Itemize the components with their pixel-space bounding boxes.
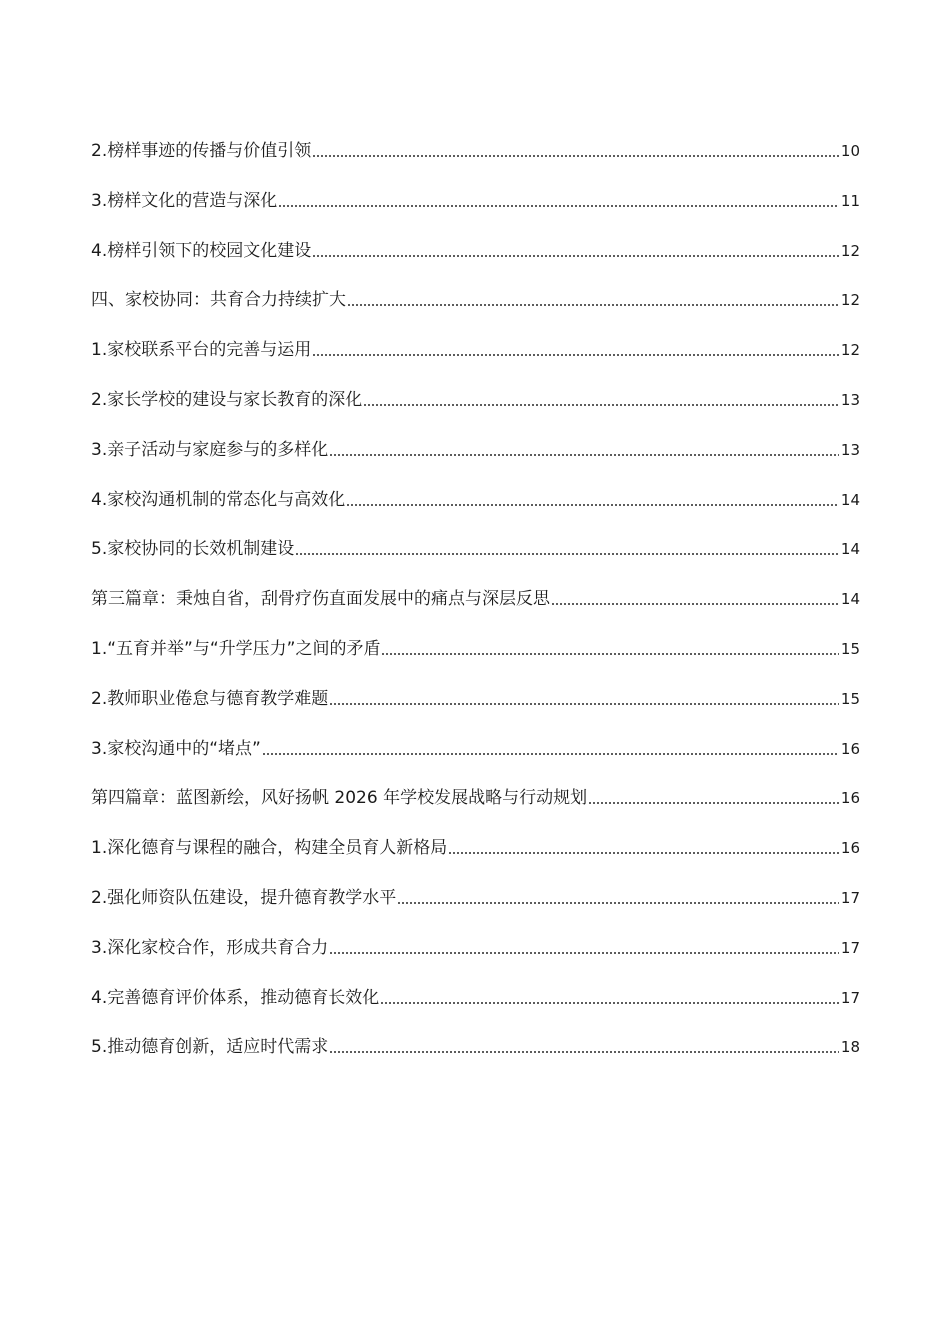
toc-entry-page: 17 [840, 938, 860, 957]
toc-leader-dots [329, 1051, 839, 1053]
toc-entry-page: 17 [840, 888, 860, 907]
toc-entry[interactable] [91, 1011, 860, 1061]
table-of-contents [91, 138, 860, 1060]
toc-entry-title: 3.家校沟通中的“堵点” [91, 738, 261, 759]
toc-entry[interactable] [91, 513, 860, 563]
toc-leader-dots [312, 354, 839, 356]
toc-entry[interactable] [91, 138, 860, 164]
toc-entry-page: 17 [840, 988, 860, 1007]
toc-entry[interactable] [91, 662, 860, 712]
toc-entry[interactable] [91, 861, 860, 911]
toc-leader-dots [448, 852, 839, 854]
toc-entry-page: 16 [840, 739, 860, 758]
toc-entry-title: 4.榜样引领下的校园文化建设 [91, 240, 312, 261]
toc-entry-title: 3.深化家校合作，形成共育合力 [91, 937, 329, 958]
toc-entry-page: 14 [840, 590, 860, 609]
toc-entry[interactable] [91, 264, 860, 314]
toc-leader-dots [346, 504, 839, 506]
toc-entry-page: 14 [840, 490, 860, 509]
toc-leader-dots [329, 703, 839, 705]
toc-entry[interactable] [91, 363, 860, 413]
toc-entry-title: 1.深化德育与课程的融合，构建全员育人新格局 [91, 838, 448, 859]
toc-entry-title: 1.家校联系平台的完善与运用 [91, 340, 312, 361]
toc-entry[interactable] [91, 612, 860, 662]
toc-entry-page: 12 [840, 241, 860, 260]
toc-entry[interactable] [91, 164, 860, 214]
toc-entry-title: 四、家校协同：共育合力持续扩大 [91, 290, 346, 311]
toc-leader-dots [278, 205, 839, 207]
toc-entry-title: 第三篇章：秉烛自省，刮骨疗伤直面发展中的痛点与深层反思 [91, 589, 550, 610]
toc-entry-title: 3.亲子活动与家庭参与的多样化 [91, 439, 329, 460]
toc-entry[interactable] [91, 463, 860, 513]
toc-entry[interactable] [91, 911, 860, 961]
toc-leader-dots [588, 802, 839, 804]
toc-entry-page: 14 [840, 540, 860, 559]
toc-entry[interactable] [91, 811, 860, 861]
toc-entry-page: 11 [840, 191, 860, 210]
toc-entry-page: 13 [840, 390, 860, 409]
toc-leader-dots [397, 902, 839, 904]
toc-entry-title: 2.家长学校的建设与家长教育的深化 [91, 389, 363, 410]
toc-entry[interactable] [91, 313, 860, 363]
toc-entry-page: 15 [840, 639, 860, 658]
toc-leader-dots [380, 1002, 839, 1004]
toc-entry-page: 18 [840, 1038, 860, 1057]
toc-leader-dots [312, 255, 839, 257]
toc-entry-title: 5.推动德育创新，适应时代需求 [91, 1037, 329, 1058]
toc-entry-page: 15 [840, 689, 860, 708]
toc-leader-dots [295, 553, 839, 555]
toc-leader-dots [312, 155, 839, 157]
toc-leader-dots [329, 952, 839, 954]
toc-entry-title: 4.家校沟通机制的常态化与高效化 [91, 489, 346, 510]
toc-leader-dots [347, 304, 839, 306]
toc-entry[interactable] [91, 961, 860, 1011]
toc-leader-dots [262, 753, 839, 755]
toc-entry-title: 第四篇章：蓝图新绘，风好扬帆 2026 年学校发展战略与行动规划 [91, 788, 588, 809]
toc-entry-page: 13 [840, 440, 860, 459]
toc-entry[interactable] [91, 762, 860, 812]
toc-entry-title: 2.榜样事迹的传播与价值引领 [91, 141, 312, 161]
toc-leader-dots [381, 653, 838, 655]
toc-leader-dots [329, 454, 839, 456]
toc-entry-page: 12 [840, 291, 860, 310]
toc-entry-title: 2.强化师资队伍建设，提升德育教学水平 [91, 887, 397, 908]
toc-entry-title: 2.教师职业倦怠与德育教学难题 [91, 688, 329, 709]
toc-entry-page: 16 [840, 839, 860, 858]
toc-entry-title: 3.榜样文化的营造与深化 [91, 190, 278, 211]
toc-entry[interactable] [91, 214, 860, 264]
toc-entry[interactable] [91, 712, 860, 762]
toc-leader-dots [363, 404, 839, 406]
toc-leader-dots [551, 603, 839, 605]
toc-entry-title: 4.完善德育评价体系，推动德育长效化 [91, 987, 380, 1008]
toc-entry-title: 5.家校协同的长效机制建设 [91, 539, 295, 560]
toc-entry-page: 16 [840, 789, 860, 808]
toc-entry[interactable] [91, 413, 860, 463]
toc-entry-title: 1.“五育并举”与“升学压力”之间的矛盾 [91, 638, 381, 659]
toc-entry-page: 12 [840, 341, 860, 360]
toc-entry[interactable] [91, 562, 860, 612]
toc-entry-page: 10 [840, 142, 860, 160]
